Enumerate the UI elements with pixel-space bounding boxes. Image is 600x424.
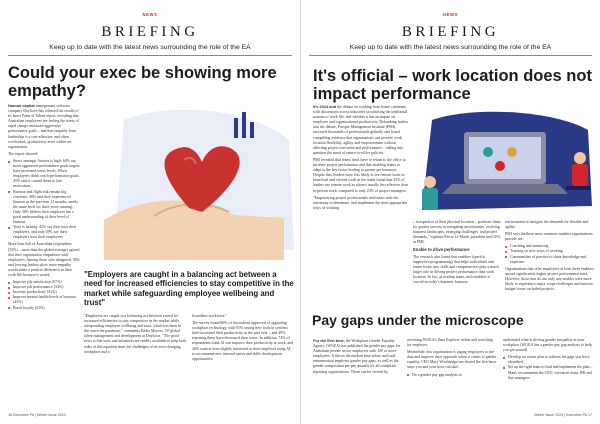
right-col1-lead: It's 2024 and [313, 104, 337, 109]
right-column-1 [313, 104, 409, 213]
hand-holding-heart-illustration [84, 100, 298, 264]
left-column-3 [192, 314, 294, 364]
pay-column-1 [313, 338, 401, 377]
right-col3-para-1: environment to navigate the demands for flexible and agility. [505, 220, 589, 230]
pay-column-2 [407, 338, 497, 380]
left-col1-bullets [8, 159, 80, 241]
list-item: Training on new ways of working [505, 249, 595, 254]
left-page-footer: 16 Executive PA | Winter Issue 2024 [8, 413, 66, 417]
list-item: Improve job performance (34%) [8, 285, 80, 290]
left-col1-lead: Human capital [8, 103, 35, 108]
pay-gap-headline: Pay gaps under the microscope [312, 312, 524, 328]
list-item: Boost loyalty (41%) [8, 306, 80, 311]
left-column-1 [8, 103, 80, 313]
worker-icon [424, 176, 436, 188]
left-kicker: NEWS [142, 12, 158, 17]
pay-col3-para-1: understand what is driving gender inequality in your workplace (WGEA has a gender pay gap analysis to help you get started). [503, 338, 592, 353]
left-pull-quote: "Employers are caught in a balancing act between a need for increased efficiencies to stay competitive in the market while safeguarding employee wellbeing and trust" [84, 270, 294, 308]
list-item: Coaching and mentoring [505, 244, 595, 249]
pay-col2-para-2: Meanwhile, this organisation is urging employers to use data and improve their approach when it comes to gender equality. CEO Mary Wooldridge has shared the five basic steps you and your boss can take: [407, 350, 497, 370]
right-col1-para-3: "Empowering project professionals and teams with the autonomy to determine, and implement the most appropriate ways of working [313, 195, 408, 210]
left-headline: Could your exec be showing more empathy? [8, 64, 277, 100]
right-page-footer: Winter Issue 2024 | Executive PA 17 [534, 413, 592, 417]
list-item: Burnout and flight risk remain big concerns: 40% said they experienced burnout in the previous 12 months, nearly the same level for three years running. Only 36% believe their employer has a good understanding of their level of burnout. [8, 190, 80, 226]
left-col2-para-1: "Employers are caught in a balancing act between a need for increased efficiencies to stay competitive in the market while safeguarding employee wellbeing and trust, which has been in this since the pandemic," comments Eddie Meyers, VP global talent management and development at Dayforce. "The good news is that tools and initiatives are readily available to help both sides of this equation meet the challenges of an ever-changing workplace and a [84, 314, 186, 354]
right-col3-bullets [505, 244, 595, 264]
left-header-rule [8, 55, 292, 56]
left-column-2 [84, 314, 186, 357]
list-item: Develop an action plan to address the gaps you have identified. [503, 355, 595, 365]
right-col3-para-3: Organisations that offer employees at least three enablers spread significantly higher project performance rates. However, those that do use only any enabler were more likely to experience major scope challenges and mission budget losses on failed projects. [505, 266, 594, 292]
left-col1-para-1: Human capital management software company Dayforce has released the results of its latest Pulse of Talent report, revealing that Australian employees are feeling the stress of rapid change and more aggressive performance goals – and that empathy from leadership is a cost-effective, and often overlooked, productivity lever within an organisation. [8, 103, 79, 149]
right-col3-para-2: PMI says the three most common enablers organisations provide are: [505, 232, 593, 242]
pay-col1-lead: For the first time, [313, 338, 345, 343]
list-item: Set up the right team to lead and implement the plan – Many recommends the CEO, executive team, HR and line managers. [503, 365, 595, 380]
pay-col3-bullets [503, 355, 595, 380]
left-col1-para-3: More than half of Australian respondents (55%) – more than the global average) agreed that their organisation empathises with employees. Among those who disagreed, 94% said leaving leaders show more empathy would make a positive difference in their work life because it would: [8, 242, 80, 277]
worker-icon [574, 152, 586, 164]
left-col1-bullets-2 [8, 280, 80, 311]
left-masthead: BRIEFING [101, 24, 199, 40]
right-header-rule [309, 55, 592, 56]
pay-col1-para-1: For the first time, the Workplace Gender Equality Agency (WGEA) has published the gender pay gaps for Australian private sector employers with 100 or more employees. It shows the median base salary and total remuneration employer gender pay gaps, as well as the gender composition per pay quartile for all compliant reporting organisations. These can be viewed by [313, 338, 401, 374]
right-col1-para-2: PMI revealed that teams don't have to return to the office to increase project performance and that enabling teams to adapt is the key factor leading to greater performance. Despite this, leaders were less likely to see remote work as beneficial and viewed work as the study found that 33% of leaders see remote work as always usually less effective than in-person work, compared to only 23% of project managers. [313, 157, 408, 193]
right-col1-para-1: It's 2024 and the debate on working from home continues with discussions across industries scrutinising the traditional notions of work life, and whether it has an impact on employee and organisational productivity. Debunking further into the debate, Prosper Management Institute (PMI) surveyed thousands of professionals globally and found compelling evidence that organisations can provide work location flexibility, agility and empowerment without affecting project execution and performance – calling into question the merit of return-to-office policies. [313, 104, 409, 155]
list-item: Increase productivity (41%) [8, 290, 80, 295]
right-headline: It's official – work location does not impact performance [313, 67, 592, 103]
list-item: Communities of practice to share knowledge and expertise. [505, 255, 595, 265]
list-item: Improve mental health/levels of burnout (45%) [8, 295, 80, 305]
left-col1-para-2: The report showed: [8, 151, 39, 156]
pay-col2-bullets [407, 373, 497, 378]
left-tagline: Keep up to date with the latest news surrounding the role of the EA [49, 44, 251, 51]
right-masthead: BRIEFING [401, 24, 500, 40]
right-kicker: NEWS [443, 12, 458, 17]
list-item: Do a gender pay gap analysis to [407, 373, 497, 378]
right-column-3 [505, 220, 595, 294]
right-col2-para-2: The research also found that enablers (specific supportive programming) that helps individuals and teams foster new skills and competencies) play a much larger role in driving project performance than work location. In fact, providing teams with enablers is crucial in today's dynamic business [413, 254, 499, 285]
list-item: Stress amongst Aussies is high: 64% say more aggressive performance goals targets have increased stress levels. When employees didn't reach performance goals, 45% said it caused them to lose motivation. [8, 159, 80, 190]
right-col2-subhead: Enable to drive performance [413, 247, 470, 253]
laptop-remote-workers-illustration [412, 110, 598, 220]
right-column-2 [413, 220, 501, 287]
left-col3-para-1: boundless workforce." [192, 314, 228, 318]
list-item: Trust is lacking: 42% say they trust their employers, and only 49% say their employers trust their employees. [8, 225, 80, 240]
pay-column-3 [503, 338, 595, 383]
right-col2-para-1: – irrespective of their physical location – positions them for greater success in navigating uncertainties, evolving business landscapes, emerging challenges, and project demands," explains Pierre Le Manh, president and CEO at PMI. [413, 220, 501, 245]
list-item: Improve job satisfaction (67%) [8, 280, 80, 285]
pay-col2-para-1: accessing WGEA's Data Explorer online and searching for employer. [407, 338, 493, 348]
left-col3-para-2: The survey found 86% of Australians approved of upgrading workplace technology, with 81% saying new tools in systems have increased their productivity in the past year – and 49% reporting these have decreased their stress. In addition, 74% of respondents think AI can improve their productivity at work, and 46% want at least slightly interested in their employer using AI to recommend new internal career and skills development opportunities. [192, 321, 294, 361]
right-tagline: Keep up to date with the latest news surrounding the role of the EA [349, 44, 552, 51]
